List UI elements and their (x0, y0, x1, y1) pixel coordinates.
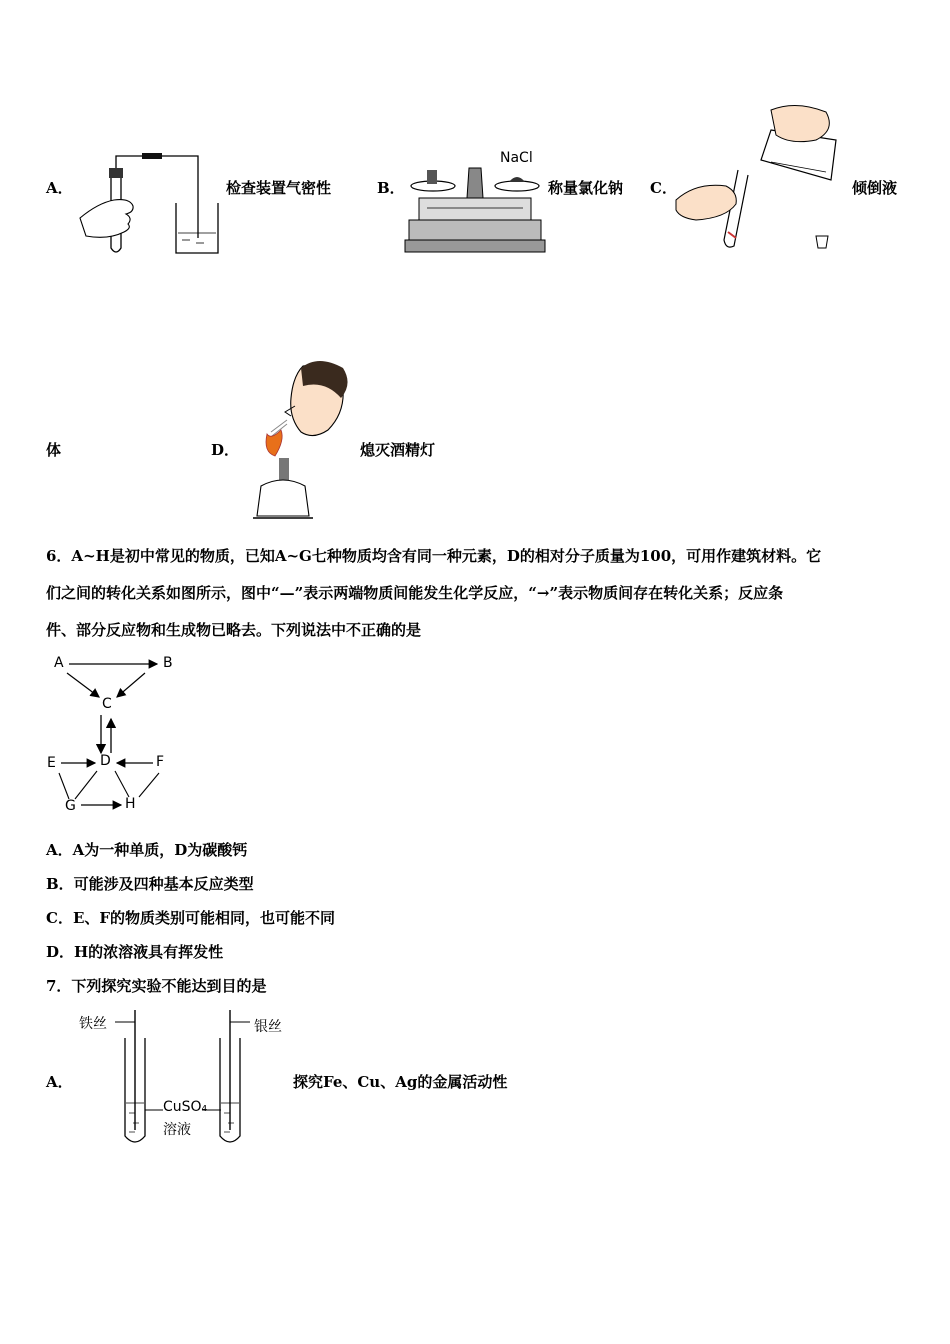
node-b: B (163, 655, 173, 671)
q7-option-a-text: 探究Fe、Cu、Ag的金属活动性 (293, 1073, 508, 1091)
q6-transformation-diagram (45, 653, 180, 818)
silver-wire-label: 银丝 (254, 1019, 282, 1035)
q7-option-a-label: A． (46, 1073, 73, 1091)
q6-stem (46, 538, 916, 649)
q6-option-c: C．E、F的物质类别可能相同，也可能不同 (46, 909, 336, 927)
q5-option-c-text: 倾倒液 (852, 179, 898, 197)
node-e: E (47, 755, 56, 771)
q5-option-b-text: 称量氯化钠 (548, 179, 624, 197)
q5-option-c-text-cont: 体 (46, 441, 62, 459)
q5-option-d-label: D． (211, 441, 240, 459)
q6-option-d: D．H的浓溶液具有挥发性 (46, 943, 224, 961)
node-d: D (100, 753, 111, 769)
node-c: C (102, 696, 112, 712)
airtightness-check-illustration (78, 148, 228, 258)
cuso4-label: CuSO₄ (163, 1099, 208, 1115)
q6-stem-line-3: 件、部分反应物和生成物已略去。下列说法中不正确的是 (46, 621, 422, 639)
q6-option-b: B．可能涉及四种基本反应类型 (46, 875, 254, 893)
pouring-liquid-illustration (676, 100, 846, 255)
balance-illustration (405, 148, 545, 256)
node-h: H (125, 796, 136, 812)
blowing-out-lamp-illustration (243, 358, 358, 523)
nacl-label: NaCl (500, 150, 533, 166)
q5-option-b-label: B． (377, 179, 405, 197)
solution-label: 溶液 (163, 1122, 191, 1138)
q6-stem-line-1: 6．A~H是初中常见的物质，已知A~G七种物质均含有同一种元素，D的相对分子质量为100，可用作建筑材料。它 (46, 547, 822, 565)
q6-option-a: A．A为一种单质，D为碳酸钙 (46, 841, 248, 859)
metal-activity-illustration (75, 1008, 295, 1148)
q5-option-d-text: 熄灭酒精灯 (360, 441, 436, 459)
q7-stem: 7．下列探究实验不能达到目的是 (46, 977, 267, 995)
iron-wire-label: 铁丝 (79, 1016, 107, 1032)
node-a: A (54, 655, 64, 671)
q6-stem-line-2: 们之间的转化关系如图所示，图中“—”表示两端物质间能发生化学反应，“→”表示物质间存在转化关系；反应条 (46, 584, 784, 602)
node-g: G (65, 798, 76, 814)
q5-option-a-text: 检查装置气密性 (226, 179, 332, 197)
node-f: F (156, 754, 165, 770)
q5-option-a-label: A． (46, 179, 73, 197)
q5-option-c-label: C． (650, 179, 677, 197)
